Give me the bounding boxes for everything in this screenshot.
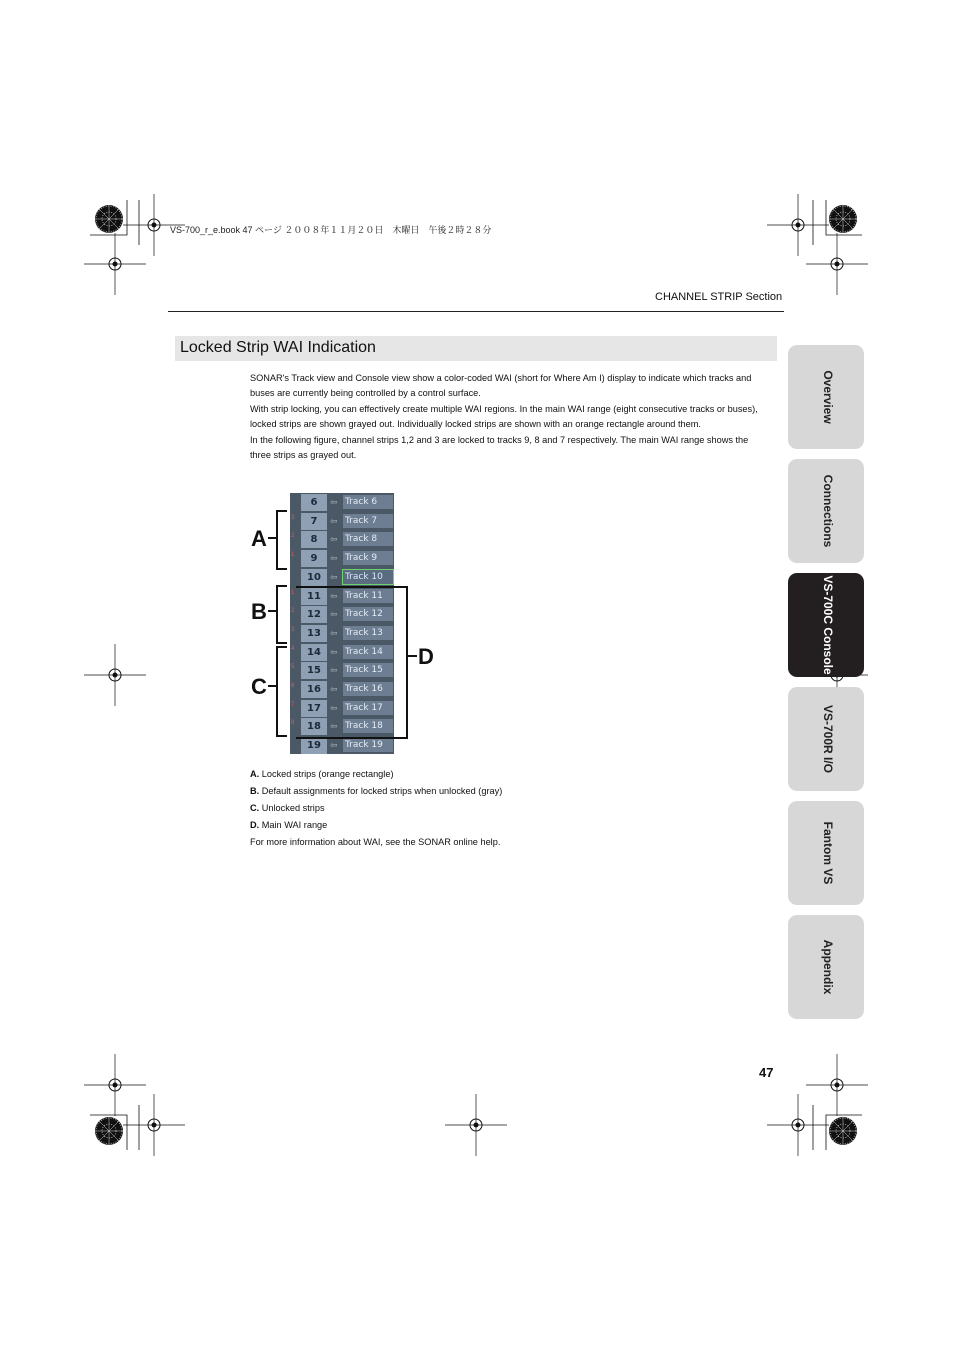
strip-arrow-icon: ⇦: [330, 665, 338, 676]
strip-number: 16: [301, 681, 327, 698]
strip-track-name: Track 14: [343, 645, 393, 659]
strip-track-name: Track 7: [343, 514, 393, 528]
strip-assignment-mark: 8: [291, 720, 295, 727]
strip-track-name: Track 18: [343, 719, 393, 733]
strip-arrow-icon: ⇦: [330, 515, 338, 526]
strip-track-name: Track 13: [343, 626, 393, 640]
legend-footer: For more information about WAI, see the SONAR online help.: [250, 837, 501, 847]
tab-vs700r-io[interactable]: [788, 687, 864, 791]
strip-track-name: Track 11: [343, 589, 393, 603]
figure-legend: [250, 766, 750, 851]
strip-track-name: Track 8: [343, 532, 393, 546]
strip-number: 15: [301, 662, 327, 679]
strip-arrow-icon: ⇦: [330, 497, 338, 507]
strip-number: 6: [301, 494, 327, 511]
tab-connections-label: Connections: [820, 474, 835, 548]
paragraph-3: In the following figure, channel strips 1,2 and 3 are locked to tracks 9, 8 and 7 respectively. The main WAI range shows the three strips as grayed out.: [250, 435, 749, 460]
strip-track-name: Track 9: [343, 551, 393, 565]
strip-assignment-mark: 2: [291, 533, 295, 540]
legend-d: D. Main WAI range: [250, 820, 328, 830]
tab-appendix[interactable]: [788, 915, 864, 1019]
tab-vs700r-io-label: VS-700R I/O: [820, 704, 835, 774]
tab-overview[interactable]: [788, 345, 864, 449]
label-c: C: [251, 674, 267, 699]
tab-connections[interactable]: [788, 459, 864, 563]
tab-appendix-label: Appendix: [820, 939, 835, 995]
strip-arrow-icon: ⇦: [330, 590, 338, 601]
strip-arrow-icon: ⇦: [330, 553, 338, 564]
strip-arrow-icon: ⇦: [330, 646, 338, 657]
strip-arrow-icon: ⇦: [330, 702, 338, 713]
strip-track-name: Track 15: [343, 663, 393, 677]
strip-assignment-mark: 1: [291, 552, 295, 559]
strip-number: 18: [301, 718, 327, 735]
strip-assignment-mark: 7: [291, 701, 295, 708]
strip-number: 19: [301, 737, 327, 754]
strip-number: 7: [301, 513, 327, 530]
strip-assignment-mark: 5: [291, 664, 295, 671]
strip-number: 10: [301, 569, 327, 586]
strip-arrow-icon: ⇦: [330, 534, 338, 545]
strip-track-name: Track 19: [343, 738, 393, 752]
strip-track-name: Track 17: [343, 701, 393, 715]
strip-track-name: Track 6: [343, 495, 393, 509]
section-name: CHANNEL STRIP Section: [655, 291, 783, 303]
tab-vs700c-console[interactable]: [788, 573, 864, 677]
label-d: D: [418, 644, 434, 669]
strip-track-name: Track 12: [343, 607, 393, 621]
section-title: Locked Strip WAI Indication: [180, 339, 376, 356]
strip-number: 8: [301, 531, 327, 548]
paragraph-2: With strip locking, you can effectively create multiple WAI regions. In the main WAI range (eight consecutive tracks or buses), locked strips are shown grayed out. Individually locked strips are shown with an orange rectangle around them.: [250, 404, 758, 429]
paragraph-1: SONAR's Track view and Console view show a color-coded WAI (short for Where Am I) display to indicate which tracks and buses are currently being controlled by a control surface.: [250, 373, 752, 398]
tab-fantom-vs[interactable]: [788, 801, 864, 905]
strip-assignment-mark: 4: [291, 645, 295, 652]
strip-arrow-icon: ⇦: [330, 740, 338, 751]
label-a: A: [251, 526, 267, 551]
strip-arrow-icon: ⇦: [330, 627, 338, 638]
legend-a: A. Locked strips (orange rectangle): [250, 769, 394, 779]
strip-arrow-icon: ⇦: [330, 609, 338, 620]
figure-brackets: [240, 490, 440, 760]
strip-arrow-icon: ⇦: [330, 721, 338, 732]
strip-number: 12: [301, 606, 327, 623]
strip-track-name: Track 16: [343, 682, 393, 696]
strip-assignment-mark: 1: [291, 589, 295, 596]
legend-b: B. Default assignments for locked strips when unlocked (gray): [250, 786, 503, 796]
tab-vs700c-console-label: VS-700C Console: [820, 575, 835, 675]
book-info-header: VS-700_r_e.book 47 ページ ２００８年１１月２０日 木曜日 午後２時２８分: [170, 225, 492, 235]
strip-number: 11: [301, 588, 327, 605]
strip-number: 13: [301, 625, 327, 642]
legend-c: C. Unlocked strips: [250, 803, 325, 813]
strip-number: 9: [301, 550, 327, 567]
strip-number: 17: [301, 700, 327, 717]
strip-arrow-icon: ⇦: [330, 684, 338, 694]
strip-assignment-mark: 6: [291, 683, 295, 689]
strip-track-name: Track 10: [343, 570, 393, 584]
page-number: 47: [759, 1065, 774, 1080]
label-b: B: [251, 599, 267, 624]
strip-assignment-mark: 3: [291, 514, 295, 521]
body-text: [250, 371, 760, 464]
tab-overview-label: Overview: [820, 370, 835, 424]
strip-assignment-mark: 2: [291, 608, 295, 615]
strip-assignment-mark: 3: [291, 626, 295, 633]
strip-number: 14: [301, 644, 327, 661]
header-rule: [168, 311, 784, 312]
strip-arrow-icon: ⇦: [330, 571, 338, 582]
tab-fantom-vs-label: Fantom VS: [820, 821, 835, 885]
